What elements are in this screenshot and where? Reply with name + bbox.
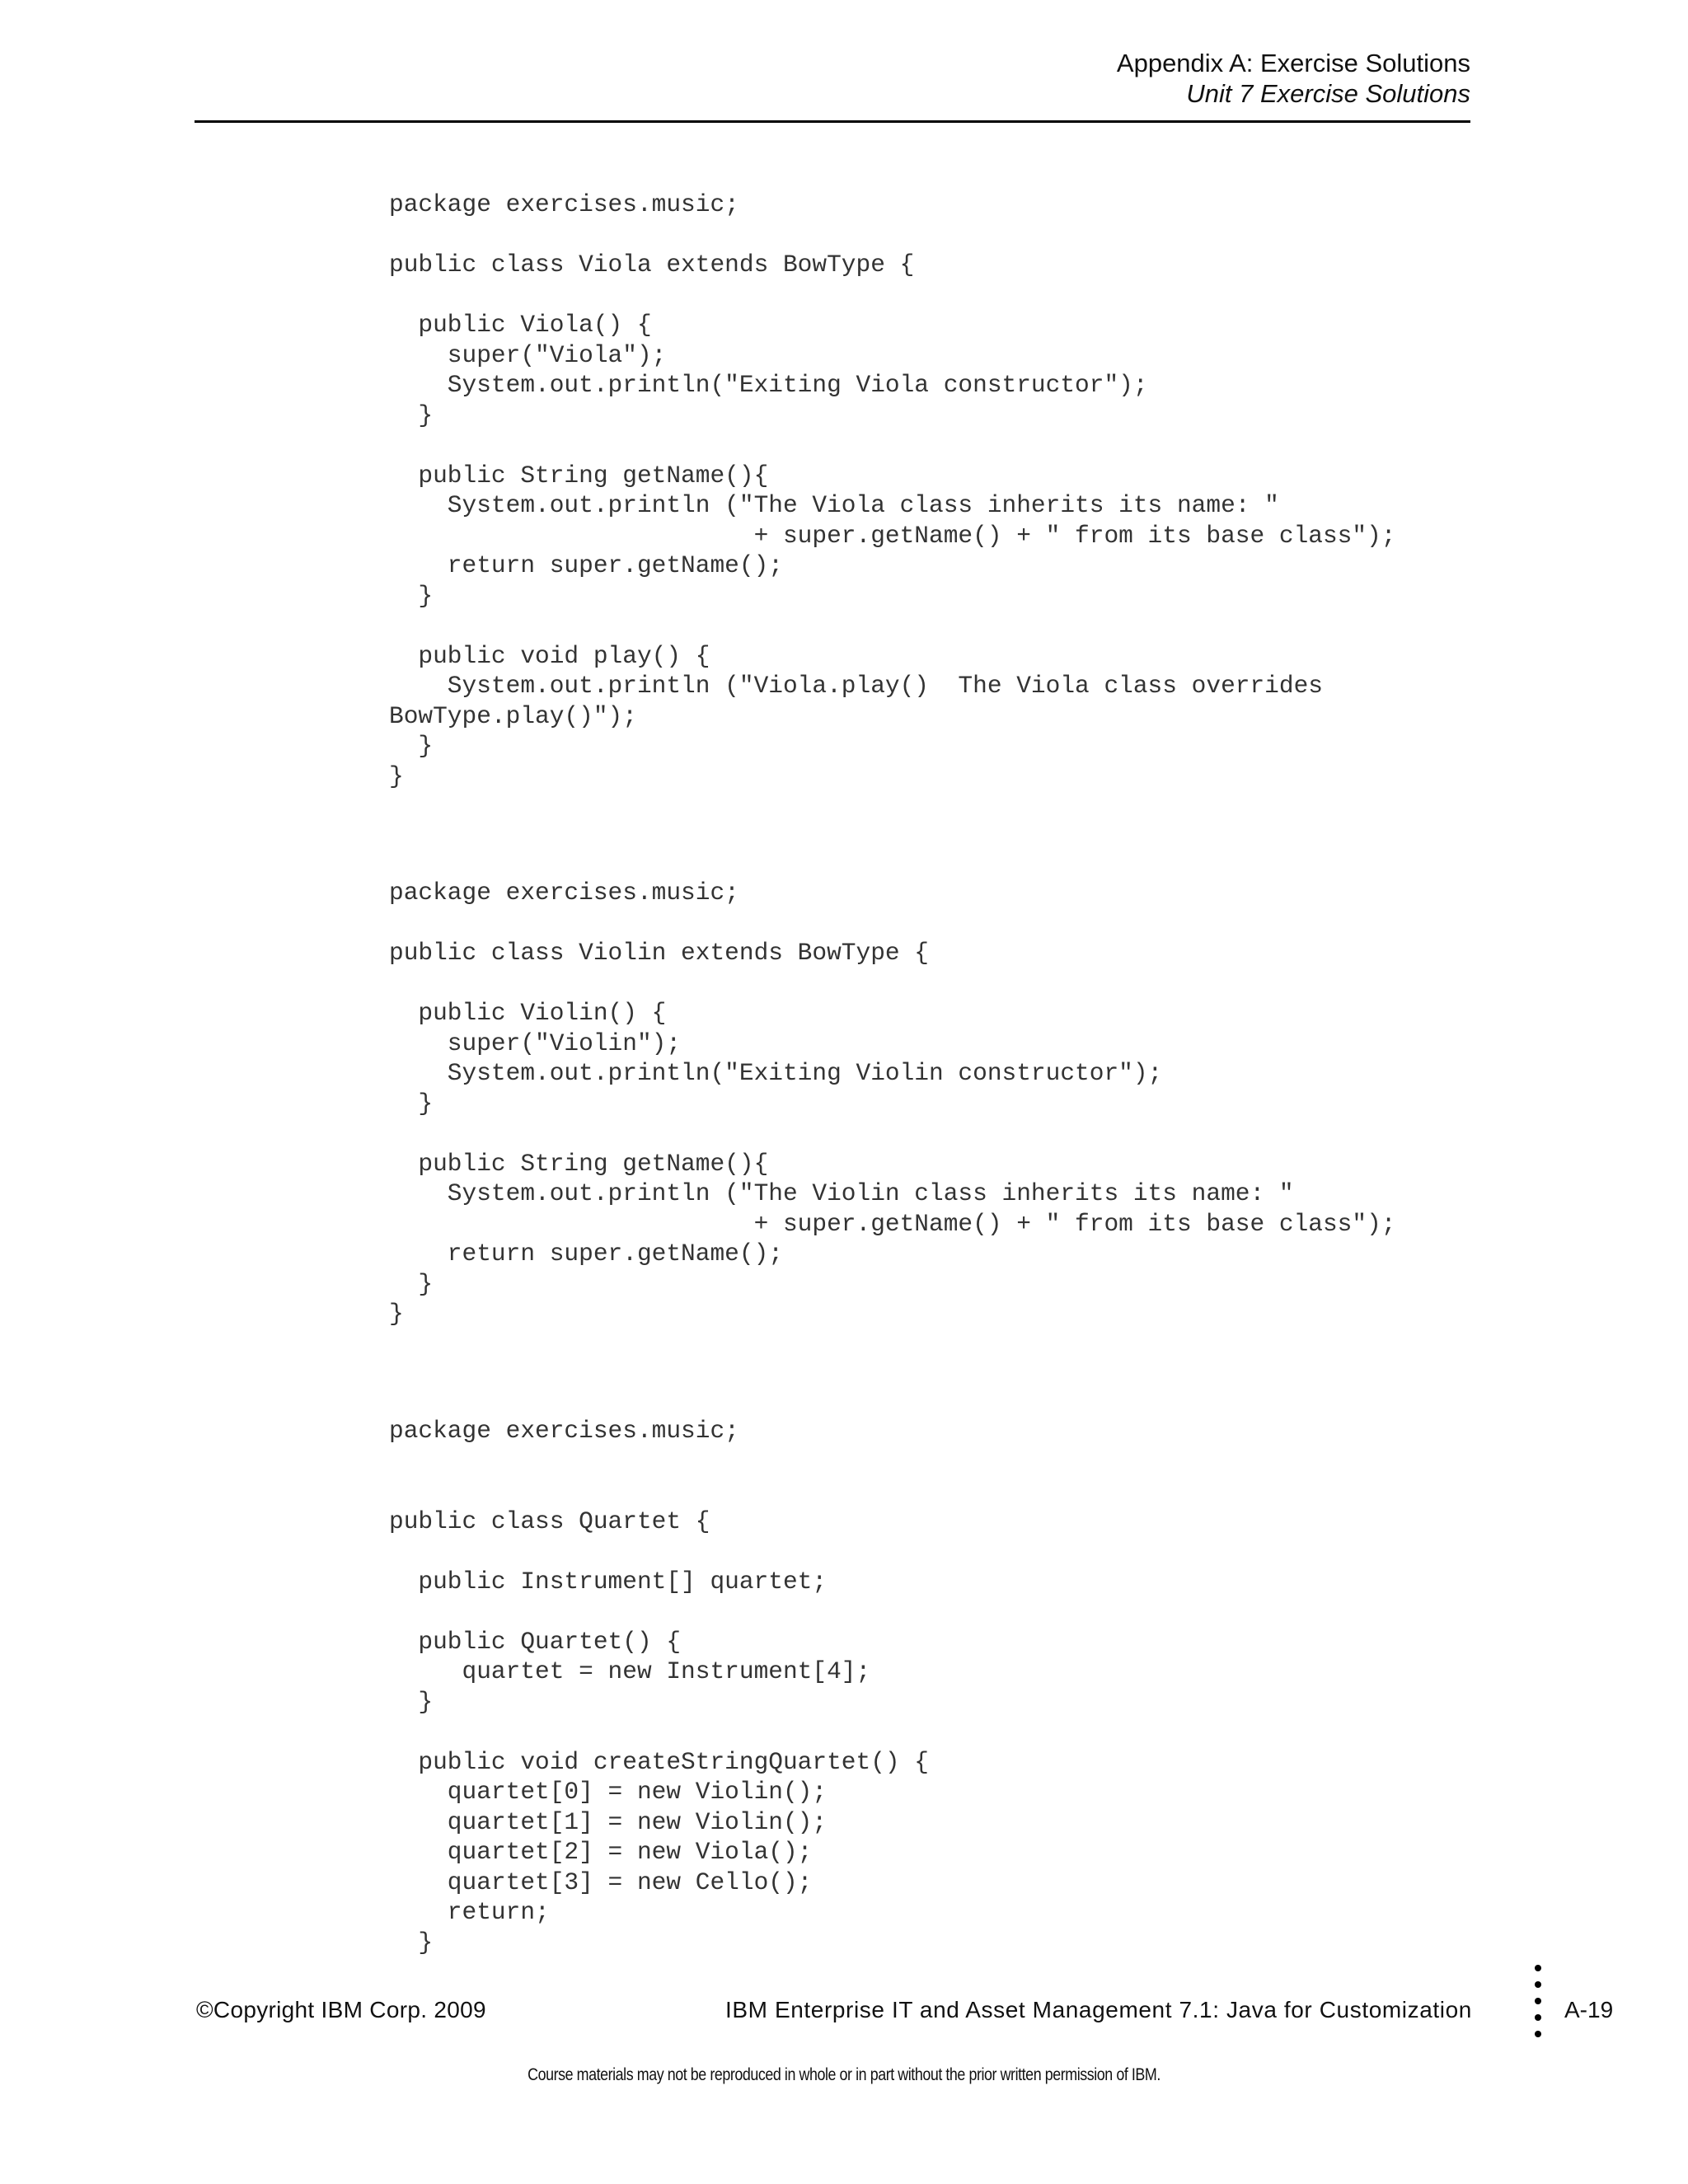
footer-notice: Course materials may not be reproduced in whole or in part without the prior written permission of IBM. — [528, 2065, 1160, 2084]
header-subtitle: Unit 7 Exercise Solutions — [1186, 79, 1470, 108]
header-divider — [195, 120, 1470, 123]
footer-course-title: IBM Enterprise IT and Asset Management 7.1: Java for Customization — [725, 1997, 1472, 2022]
page-number: A-19 — [1564, 1997, 1614, 2022]
header-title: Appendix A: Exercise Solutions — [1116, 49, 1470, 77]
page-header — [195, 48, 1470, 109]
code-listing-quartet: package exercises.music; public class Quartet { public Instrument[] quartet; public Quartet() { quartet = new Instrument[4]; } public void createStringQuartet() { quartet[0] = new Violin(); quartet[1] = new Violin(); quartet[2] = new Viola(); quartet[3] = new Cello(); return; } — [389, 1417, 930, 1957]
code-listing-viola: package exercises.music; public class Viola extends BowType { public Viola() { super("Viola"); System.out.println("Exiting Viola constructor"); } public String getName(){ System.out.println ("The Viola class inherits its name: " + super.getName() + " from its base class"); return super.getName(); } public void play() { System.out.println ("Viola.play() The Viola class overrides BowType.play()"); } } — [389, 190, 1396, 790]
footer-dots-icon — [1535, 1965, 1541, 2047]
code-listing-violin: package exercises.music; public class Violin extends BowType { public Violin() { super("Violin"); System.out.println("Exiting Violin constructor"); } public String getName(){ System.out.println ("The Violin class inherits its name: " + super.getName() + " from its base class"); return super.getName(); } } — [389, 879, 1396, 1328]
footer-copyright: ©Copyright IBM Corp. 2009 — [196, 1997, 486, 2022]
